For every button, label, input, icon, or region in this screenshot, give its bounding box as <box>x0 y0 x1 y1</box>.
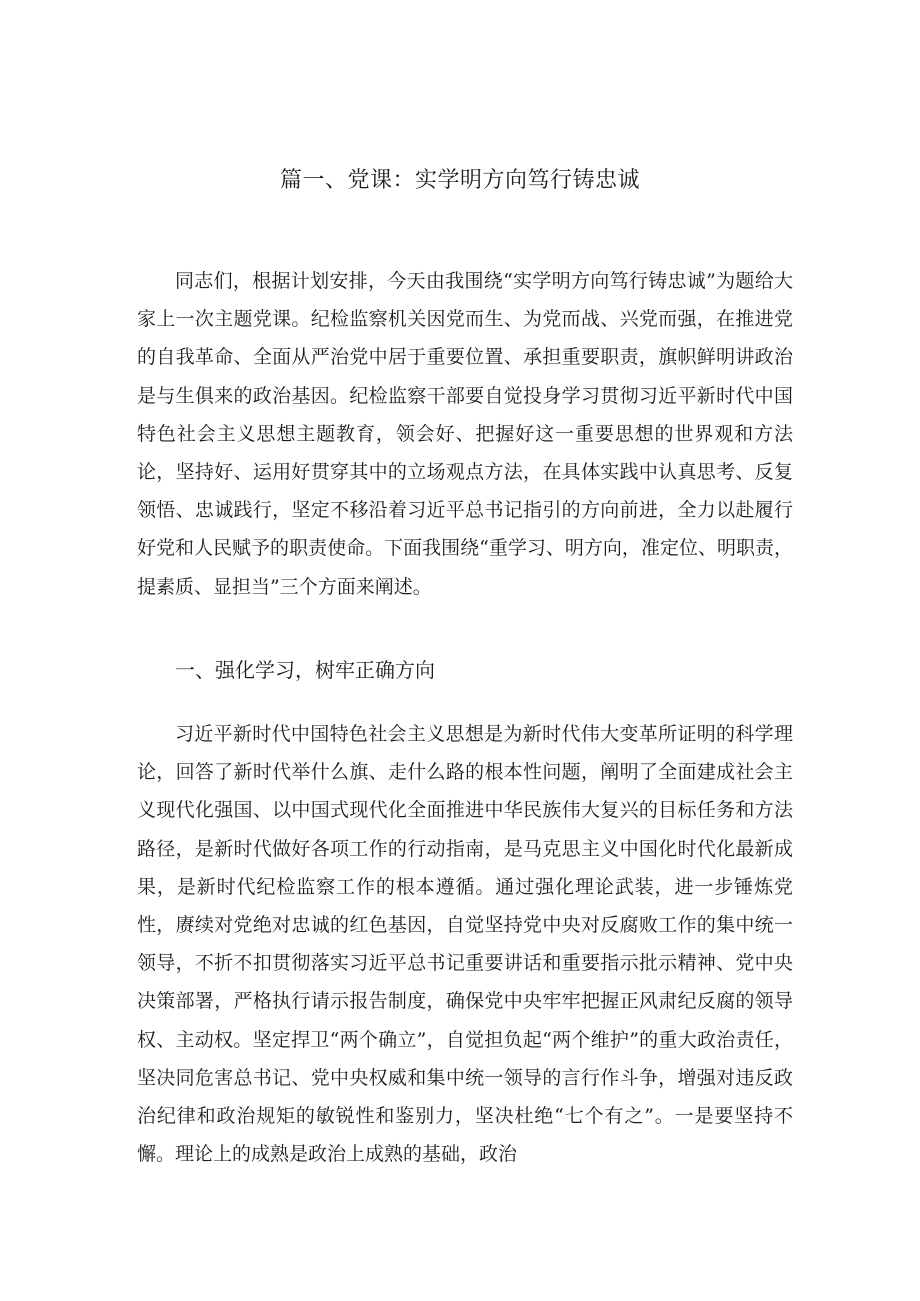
document-title: 篇一、党课：实学明方向笃行铸忠诚 <box>279 168 640 193</box>
paragraph-section-1: 习近平新时代中国特色社会主义思想是为新时代伟大变革所证明的科学理论，回答了新时代举什么旗、走什么路的根本性问题，阐明了全面建成社会主义现代化强国、以中国式现代化全面推进中华民族伟大复兴的目标任务和方法路径，是新时代做好各项工作的行动指南，是马克思主义中国化时代化最新成果，是新时代纪检监察工作的根本遵循。通过强化理论武装，进一步锤炼党性，赓续对党绝对忠诚的红色基因，自觉坚持党中央对反腐败工作的集中统一领导，不折不扣贯彻落实习近平总书记重要讲话和重要指示批示精神、党中央决策部署，严格执行请示报告制度，确保党中央牢牢把握正风肃纪反腐的领导权、主动权。坚定捍卫“两个确立”，自觉担负起“两个维护”的重大政治责任，坚决同危害总书记、党中央权威和集中统一领导的言行作斗争，增强对违反政治纪律和政治规矩的敏锐性和鉴别力，坚决杜绝“七个有之”。一是要坚持不懈。理论上的成熟是政治上成熟的基础，政治 <box>137 723 793 1166</box>
section-heading-1: 一、强化学习，树牢正确方向 <box>175 658 435 682</box>
paragraph-intro: 同志们，根据计划安排，今天由我围绕“实学明方向笃行铸忠诚”为题给大家上一次主题党课。纪检监察机关因党而生、为党而战、兴党而强，在推进党的自我革命、全面从严治党中居于重要位置、承担重要职责，旗帜鲜明讲政治是与生俱来的政治基因。纪检监察干部要自觉投身学习贯彻习近平新时代中国特色社会主义思想主题教育，领会好、把握好这一重要思想的世界观和方法论，坚持好、运用好贯穿其中的立场观点方法，在具体实践中认真思考、反复领悟、忠诚践行，坚定不移沿着习近平总书记指引的方向前进，全力以赴履行好党和人民赋予的职责使命。下面我围绕“重学习、明方向，准定位、明职责，提素质、显担当”三个方面来阐述。 <box>137 270 793 598</box>
